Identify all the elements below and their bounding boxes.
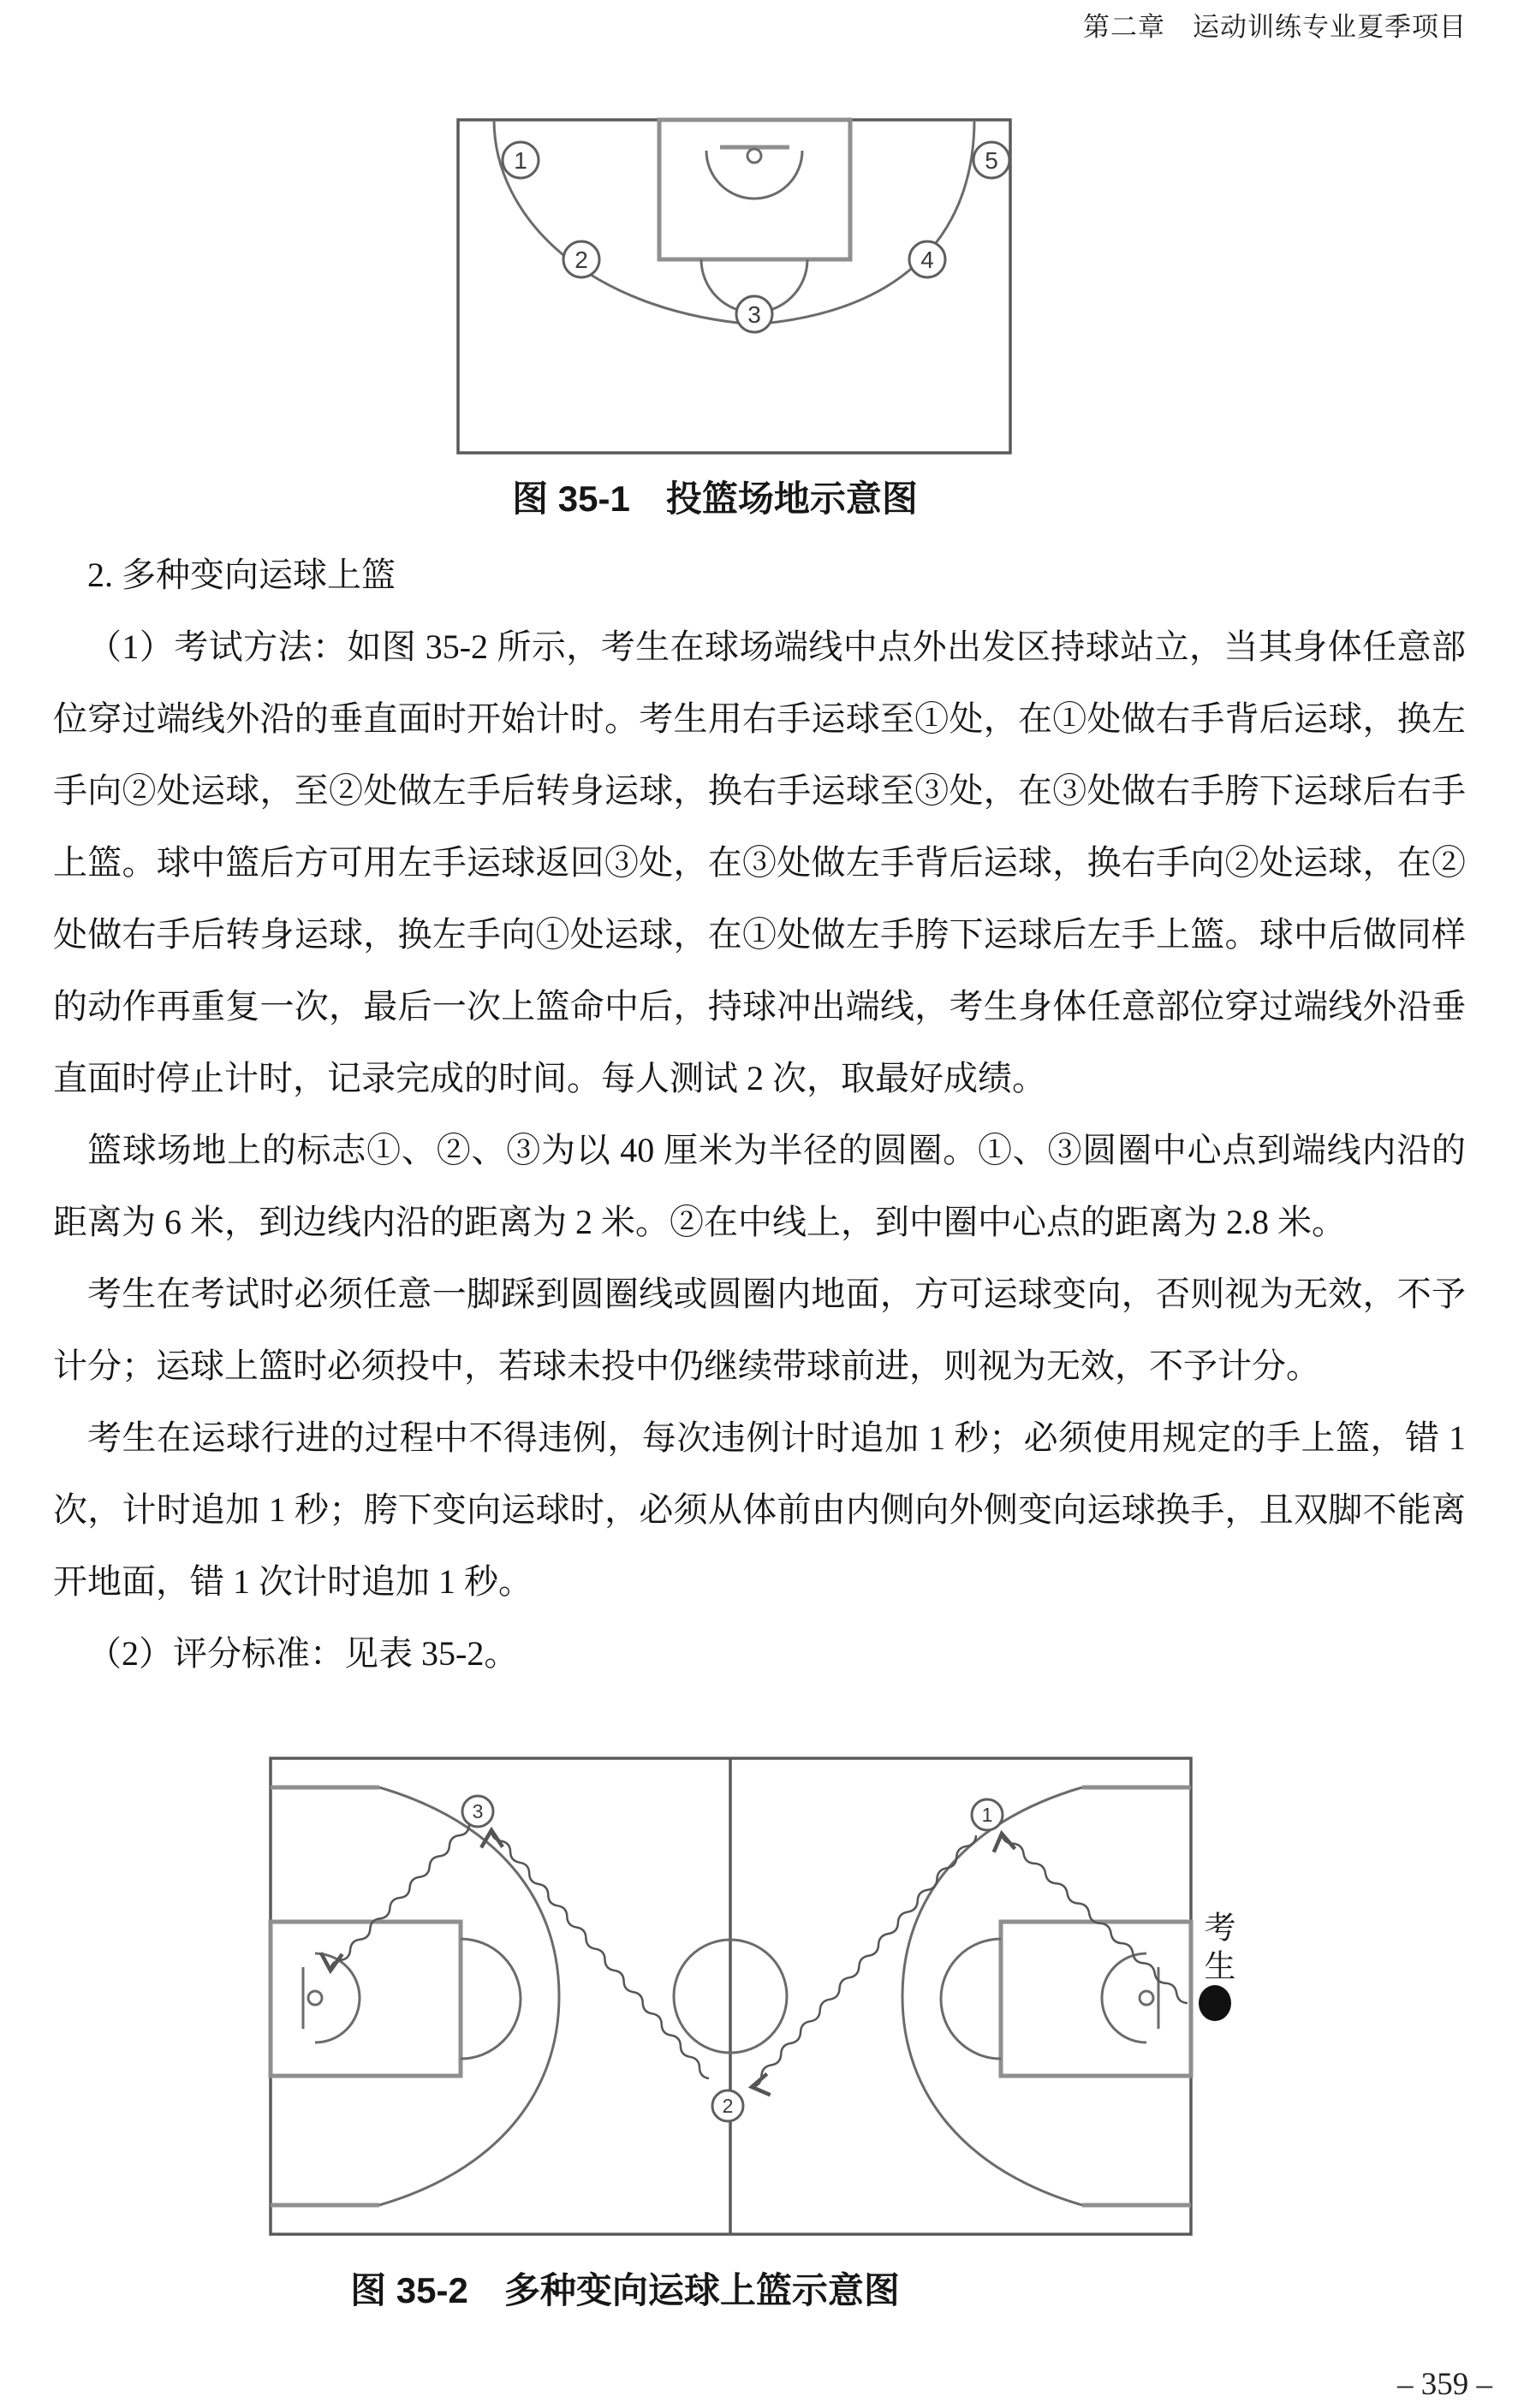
dribble-path-1-to-2 [752, 1835, 976, 2087]
position-number-2: 2 [574, 247, 588, 273]
left-free-throw-arc [461, 1939, 521, 2059]
page-header: 第二章 运动训练专业夏季项目 [1083, 12, 1467, 42]
figure-35-1-half-court-diagram [445, 101, 1027, 462]
position-number-3: 3 [472, 1800, 484, 1822]
right-free-throw-arc [941, 1939, 1001, 2059]
position-marker-3 [462, 1796, 493, 1827]
position-marker-1 [972, 1799, 1003, 1830]
right-three-point-arc [902, 1787, 1082, 2205]
position-number-1: 1 [514, 147, 527, 174]
paragraph-court-markings: 篮球场地上的标志①、②、③为以 40 厘米为半径的圆圈。①、③圆圈中心点到端线内沿的距离为 6 米，到边线内沿的距离为 2 米。②在中线上，到中圈中心点的距离为 2.8 米。 [53, 1131, 1466, 1241]
position-marker-2 [712, 2090, 743, 2121]
position-number-1: 1 [981, 1804, 993, 1826]
court-outline [458, 120, 1010, 453]
paragraph-violation-penalties: 考生在运球行进的过程中不得违例，每次违例计时追加 1 秒；必须使用规定的手上篮，错 1 次，计时追加 1 秒；胯下变向运球时，必须从体前由内侧向外侧变向运球换手，且双脚不能离开地面，错 1 次计时追加 1 秒。 [53, 1418, 1466, 1601]
restricted-area-arc [706, 151, 802, 199]
position-number-3: 3 [747, 301, 761, 328]
left-rim-circle [308, 1991, 322, 2005]
three-point-arc [494, 120, 974, 324]
right-lane-key [1001, 1922, 1191, 2076]
paragraph-scoring-standard: （2）评分标准：见表 35-2。 [87, 1634, 519, 1673]
examinee-label: 考生 [1199, 1911, 1234, 1988]
position-number-2: 2 [722, 2095, 734, 2117]
left-lane-key [271, 1922, 461, 2076]
position-number-4: 4 [920, 247, 934, 273]
dribble-path-3-to-basket [330, 1825, 469, 1971]
dribble-path-2-to-3 [491, 1830, 709, 2078]
position-number-5: 5 [985, 147, 998, 174]
position-marker-4 [909, 241, 945, 277]
position-marker-3 [736, 296, 772, 332]
position-marker-2 [563, 241, 599, 277]
position-marker-5 [973, 142, 1009, 178]
figure-35-2-full-court-diagram [257, 1746, 1250, 2243]
left-three-point-arc [379, 1787, 559, 2205]
figure-1-caption: 图 35-1 投篮场地示意图 [512, 479, 918, 519]
paragraph-exam-method: （1）考试方法：如图 35-2 所示，考生在球场端线中点外出发区持球站立，当其身体任意部位穿过端线外沿的垂直面时开始计时。考生用右手运球至①处，在①处做右手背后运球，换左手向②处运球，至②处做左手后转身运球，换右手运球至③处，在③处做右手胯下运球后右手上篮。球中篮后方可用左手运球返回③处，在③处做左手背后运球，换右手向②处运球，在②处做右手后转身运球，换左手向①处运球，在①处做左手胯下运球后左手上篮。球中后做同样的动作再重复一次，最后一次上篮命中后，持球冲出端线，考生身体任意部位穿过端线外沿垂直面时停止计时，记录完成的时间。每人测试 2 次，取最好成绩。 [53, 627, 1466, 1097]
section-heading: 2. 多种变向运球上篮 [87, 556, 396, 594]
body-text [53, 539, 1466, 1690]
lane-key [659, 120, 850, 259]
right-rim-circle [1140, 1991, 1153, 2005]
examinee-start-dot [1199, 1985, 1231, 2021]
rim-circle [747, 149, 761, 163]
page-number: – 359 – [1397, 2367, 1492, 2402]
position-marker-1 [503, 142, 539, 178]
paragraph-validity-rules: 考生在考试时必须任意一脚踩到圆圈线或圆圈内地面，方可运球变向，否则视为无效，不予计分；运球上篮时必须投中，若球未投中仍继续带球前进，则视为无效，不予计分。 [53, 1275, 1466, 1385]
figure-2-caption: 图 35-2 多种变向运球上篮示意图 [350, 2270, 900, 2310]
